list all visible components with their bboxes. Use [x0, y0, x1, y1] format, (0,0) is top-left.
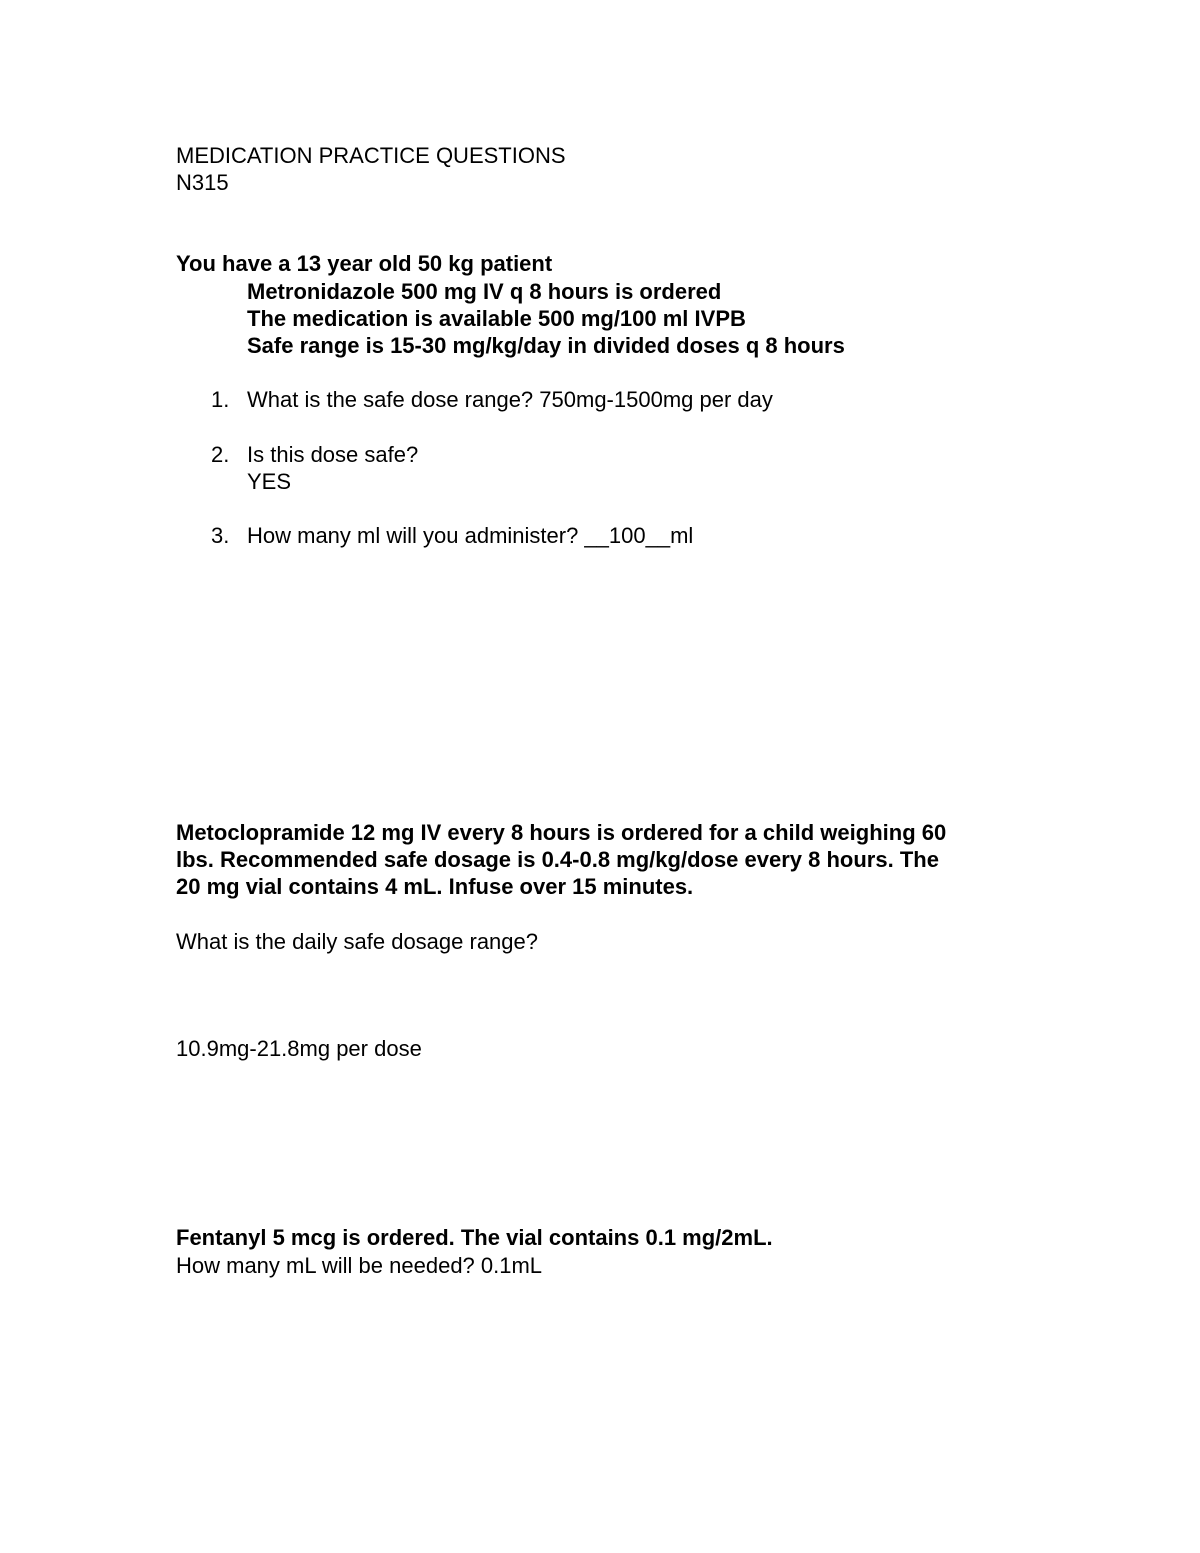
- problem1-availability: The medication is available 500 mg/100 ml IVPB: [247, 306, 746, 331]
- problem2-line-1: Metoclopramide 12 mg IV every 8 hours is ordered for a child weighing 60: [176, 820, 947, 845]
- problem1-order: Metronidazole 500 mg IV q 8 hours is ordered: [247, 279, 722, 304]
- question-number: 3.: [211, 523, 230, 548]
- problem1-question-2: Is this dose safe?: [247, 442, 419, 467]
- problem1-answer-2: YES: [247, 469, 292, 494]
- problem1-intro: You have a 13 year old 50 kg patient: [176, 251, 553, 276]
- problem2-question: What is the daily safe dosage range?: [176, 929, 539, 954]
- problem2-line-2: lbs. Recommended safe dosage is 0.4-0.8 mg/kg/dose every 8 hours. The: [176, 847, 939, 872]
- problem1-question-1: What is the safe dose range? 750mg-1500mg per day: [247, 387, 773, 412]
- document-title: MEDICATION PRACTICE QUESTIONS: [176, 143, 566, 168]
- question-number: 2.: [211, 442, 230, 467]
- problem1-question-3: How many ml will you administer? __100__ml: [247, 523, 694, 548]
- problem1-safe-range: Safe range is 15-30 mg/kg/day in divided doses q 8 hours: [247, 333, 845, 358]
- problem3-question: How many mL will be needed? 0.1mL: [176, 1253, 543, 1278]
- course-code: N315: [176, 170, 229, 195]
- question-number: 1.: [211, 387, 230, 412]
- problem2-answer: 10.9mg-21.8mg per dose: [176, 1036, 422, 1061]
- problem3-statement: Fentanyl 5 mcg is ordered. The vial contains 0.1 mg/2mL.: [176, 1225, 773, 1250]
- problem2-line-3: 20 mg vial contains 4 mL. Infuse over 15 minutes.: [176, 874, 694, 899]
